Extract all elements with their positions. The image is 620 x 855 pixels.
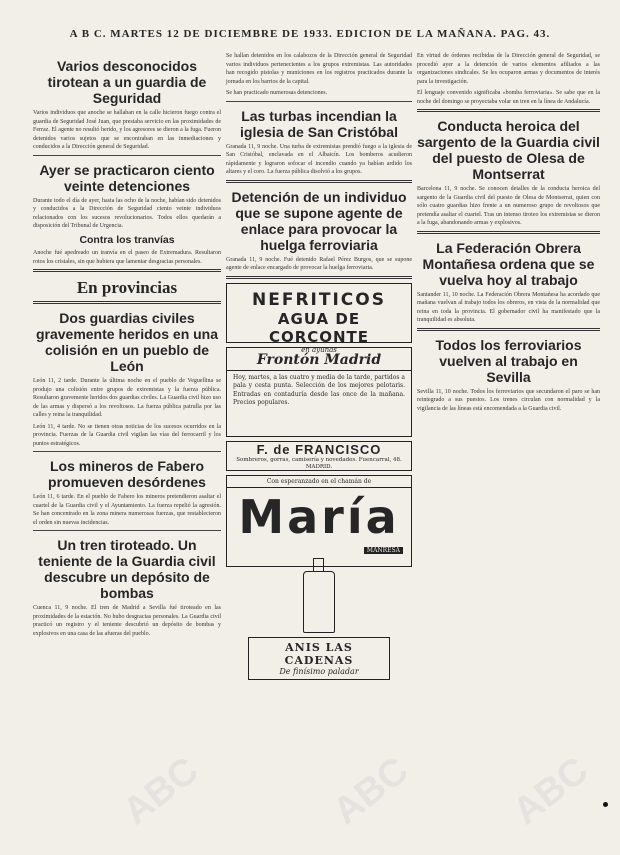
article-text: Santander 11, 10 noche. La Federación Obrera Montañesa ha acordado que mañana vuelvan al trabajo todos los obreros, en vista de la normalidad que reina en toda la provincia. El gobernador civil ha manifestado que la tranquilidad es absoluta. xyxy=(417,291,600,323)
ad-title: ANIS LAS CADENAS xyxy=(284,640,354,667)
article-text: Granada 11, 9 noche. Una turba de extremistas prendió fuego a la iglesia de San Cristóbal, enclavada en el Albaicín. Los bomberos acudieron rápidamente y lograron sofocar el incendio cuando ya habían ardido los altares y el coro. La fuerza pública disolvió a los grupos. xyxy=(226,143,412,175)
divider xyxy=(417,231,600,234)
article-text: León 11, 4 tarde. No se tienen otras noticias de los sucesos ocurridos en la provincia. Fuerzas de la Guardia civil vigilan las vías del ferrocarril y los puntos estratégicos. xyxy=(33,423,221,447)
article-text: Anoche fué apedreado un tranvía en el paseo de Extremadura. Resultaron rotos los cristales, sin que hubiera que lamentar desgracias personales. xyxy=(33,250,221,265)
ad-subtitle: AGUA DE CORCONTE xyxy=(268,309,370,346)
column-3 xyxy=(417,52,600,416)
divider xyxy=(226,180,412,183)
ad-tagline: De finísimo paladar xyxy=(279,666,359,676)
ad-text: Hoy, martes, a las cuatro y media de la tarde, partidos a pala y cesta punta. Selección de los mejores pelotaris. Entradas en contaduría desde las once de la mañana. Precios populares. xyxy=(233,373,405,406)
ad-tagline: en ayunas xyxy=(301,345,337,354)
headline: Contra los tranvías xyxy=(79,233,175,246)
article-text: Varios individuos que anoche se hallaban en la calle hicieron fuego contra el guardia de Seguridad José Juan, que prestaba servicio en las proximidades de Ferraz. El agente no resultó herido, y los agresores se dieron a la fuga. Fueron detenidos varios sujetos que se encontraban en las inmediaciones y conducidos a la Dirección general de Seguridad. xyxy=(33,110,221,150)
ad-title: F. de FRANCISCO xyxy=(256,441,382,457)
article-text: León 11, 2 tarde. Durante la última noche en el pueblo de Veguellina se produjo una colisión entre grupos de extremistas y la fuerza pública. Resultaron gravemente heridos dos guardias civiles. La Guardia civil hizo uso de las armas y dispersó a los revoltosos. La fuerza pública patrulla por las calles y reina la tranquilidad. xyxy=(33,378,221,418)
article-text: Cuenca 11, 9 noche. El tren de Madrid a Sevilla fué tiroteado en las proximidades de la estación. No hubo desgracias personales. La Guardia civil practicó un registro y el teniente descubrió un depósito de bombas y explosivos en una casa de las afueras del pueblo. xyxy=(33,605,221,637)
bottle-icon xyxy=(303,571,335,633)
advertisement-maria xyxy=(226,475,412,567)
advertisement-francisco xyxy=(226,441,412,471)
column-2 xyxy=(226,52,412,725)
divider xyxy=(226,101,412,102)
divider xyxy=(33,530,221,531)
watermark: ABC xyxy=(505,749,597,833)
section-title: En provincias xyxy=(76,278,178,297)
headline: Dos guardias civiles gravemente heridos en una colisión en un pueblo de León xyxy=(35,310,219,374)
headline: Varios desconocidos tirotean a un guardia de Seguridad xyxy=(47,58,207,106)
masthead: A B C. MARTES 12 DE DICIEMBRE DE 1933. EDICION DE LA MAÑANA. PAG. 43. xyxy=(69,28,551,40)
divider xyxy=(33,451,221,452)
divider xyxy=(417,109,600,112)
watermark: ABC xyxy=(325,749,417,833)
headline: Detención de un individuo que se supone agente de enlace para provocar la huelga ferroviaria xyxy=(231,188,407,253)
ad-text: Con esperanzado en el chamán de xyxy=(227,476,411,488)
headline: Ayer se practicaron ciento veinte detenciones xyxy=(39,161,215,194)
divider xyxy=(33,301,221,304)
ad-brand: MANRESA xyxy=(364,547,403,554)
headline: Conducta heroica del sargento de la Guardia civil del puesto de Olesa de Montserrat xyxy=(417,118,600,182)
ad-title: Frontón Madrid xyxy=(227,348,411,371)
article-text: Se han practicado numerosas detenciones. xyxy=(226,90,328,96)
headline: La Federación Obrera Montañesa ordena que se vuelva hoy al trabajo xyxy=(422,239,595,288)
ad-label xyxy=(248,637,390,680)
divider xyxy=(33,155,221,156)
article-text: En virtud de órdenes recibidas de la Dirección general de Seguridad, se procedió ayer a la detención de varios elementos afiliados a las organizaciones sindicales. Se les ocuparon armas y documentos de interés para la investigación. xyxy=(417,53,600,85)
article-text: Barcelona 11, 9 noche. Se conocen detalles de la conducta heroica del sargento de la Guardia civil del puesto de Olesa de Montserrat, quien con sólo cuatro guardias hizo frente a un numeroso grupo de revoltosos que pretendía asaltar el cuartel. Tras un intenso tiroteo los extremistas se dieron a la fuga, abandonando armas y explosivos. xyxy=(417,186,600,226)
article-text: León 11, 6 tarde. En el pueblo de Fabero los mineros pretendieron asaltar el cuartel de la Guardia civil y el Ayuntamiento. La fuerza repelió la agresión. Se han concentrado en la zona minera numerosas fuerzas, que restablecieron el orden sin nuevas incidencias. xyxy=(33,494,221,526)
headline: Las turbas incendian la iglesia de San Cristóbal xyxy=(240,107,398,140)
article-text: El lenguaje convenido significaba «bomba ferroviaria». Se sabe que en la noche del domingo se proyectaba volar un tren en la línea de Andalucía. xyxy=(417,90,600,105)
article-text: Sevilla 11, 10 noche. Todos los ferroviarios que secundaron el paro se han reintegrado a sus puestos. Los trenes circulan con normalidad y la vigilancia de las líneas está encomendada a la Guardia civil. xyxy=(417,388,600,412)
watermark: ABC xyxy=(115,749,207,833)
headline: Todos los ferroviarios vuelven al trabajo en Sevilla xyxy=(435,336,582,385)
column-1 xyxy=(33,52,221,641)
article-text: Se hallan detenidos en los calabozos de la Dirección general de Seguridad varios individuos pertenecientes a los grupos extremistas. Las autoridades han recogido pistolas y municiones en los registros practicados durante la jornada en los barrios de la capital. xyxy=(226,53,412,85)
advertisement-nefriticos xyxy=(226,283,412,354)
ink-dot xyxy=(603,802,608,807)
article-text: Durante todo el día de ayer, hasta las ocho de la noche, habían sido detenidos y conducidos a la Dirección de Seguridad ciento veinte individuos relacionados con los sucesos revolucionarios. Todos ellos quedarán a disposición del Tribunal de Urgencia. xyxy=(33,197,221,229)
divider xyxy=(226,276,412,279)
ad-text: Sombreros, gorras, camisería y novedades. Fuencarral, 48. MADRID. xyxy=(236,456,402,470)
divider xyxy=(417,328,600,331)
advertisement-anis xyxy=(226,571,412,721)
divider xyxy=(33,269,221,272)
advertisement-fronton xyxy=(226,347,412,437)
article-text: Granada 11, 9 noche. Fué detenido Rafael Pérez Burgos, que se supone agente de enlace encargado de provocar la huelga ferroviaria. xyxy=(226,256,412,271)
headline: Un tren tiroteado. Un teniente de la Guardia civil descubre un depósito de bombas xyxy=(38,537,216,601)
headline: Los mineros de Fabero promueven desórdenes xyxy=(48,458,206,490)
ad-title: María xyxy=(238,489,400,544)
ad-title: NEFRITICOS xyxy=(252,289,386,310)
